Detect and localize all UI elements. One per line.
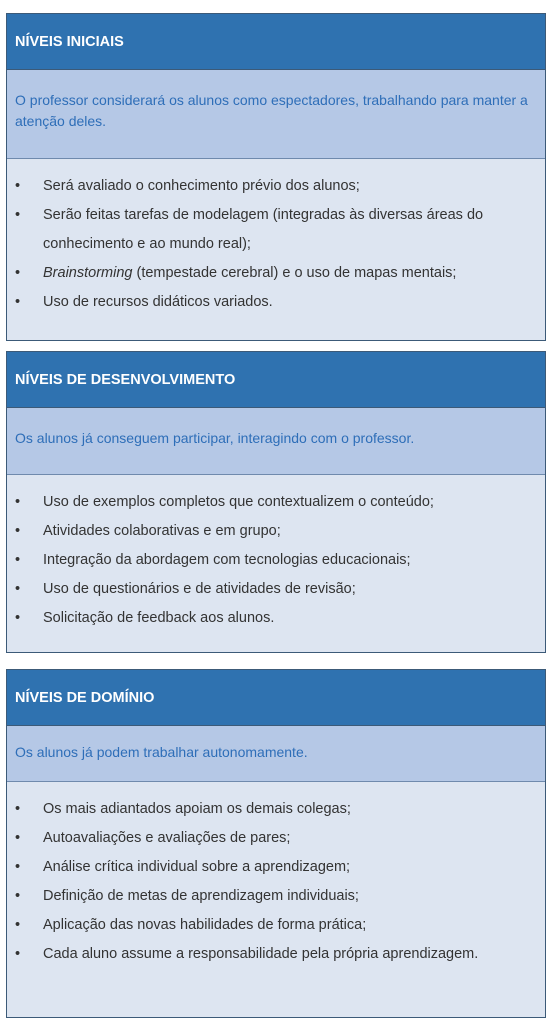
list-item: [15, 882, 537, 911]
section-title: NÍVEIS DE DESENVOLVIMENTO: [7, 352, 545, 408]
bullet-icon: •: [15, 888, 21, 904]
list-item-text: Aplicação das novas habilidades de forma prática;: [43, 917, 367, 933]
list-item: [15, 172, 537, 201]
bullet-icon: •: [15, 917, 21, 933]
bullet-icon: •: [15, 581, 21, 597]
bullet-icon: •: [15, 610, 21, 626]
activity-list: [7, 782, 545, 969]
section-intro: Os alunos já podem trabalhar autonomamente.: [7, 726, 545, 782]
bullet-icon: •: [15, 207, 21, 223]
bullet-icon: •: [15, 801, 21, 817]
list-item: [15, 795, 537, 824]
list-item-text: Será avaliado o conhecimento prévio dos alunos;: [43, 178, 360, 194]
list-item-text: Uso de exemplos completos que contextualizem o conteúdo;: [43, 494, 434, 510]
list-item: [15, 259, 537, 288]
list-item: [15, 546, 537, 575]
list-item-text: Análise crítica individual sobre a aprendizagem;: [43, 859, 351, 875]
list-item: [15, 604, 537, 633]
list-item-text: (tempestade cerebral) e o uso de mapas mentais;: [136, 265, 457, 281]
list-item: [15, 288, 537, 317]
activity-list: [7, 475, 545, 633]
section-intro: Os alunos já conseguem participar, interagindo com o professor.: [7, 408, 545, 475]
list-item-text: Serão feitas tarefas de modelagem (integradas às diversas áreas do conhecimento e ao mundo real);: [43, 207, 484, 252]
list-item: [15, 911, 537, 940]
bullet-icon: •: [15, 946, 21, 962]
bullet-icon: •: [15, 552, 21, 568]
section-title: NÍVEIS INICIAIS: [7, 14, 545, 70]
bullet-icon: •: [15, 859, 21, 875]
bullet-icon: •: [15, 830, 21, 846]
list-item-text: Uso de questionários e de atividades de revisão;: [43, 581, 356, 597]
list-item: [15, 575, 537, 604]
list-item-text: Solicitação de feedback aos alunos.: [43, 610, 275, 626]
list-item: [15, 940, 537, 969]
section-niveis-desenvolvimento: [6, 351, 546, 653]
section-niveis-iniciais: [6, 13, 546, 341]
list-item: [15, 824, 537, 853]
bullet-icon: •: [15, 523, 21, 539]
list-item-text: Os mais adiantados apoiam os demais colegas;: [43, 801, 351, 817]
bullet-icon: •: [15, 494, 21, 510]
section-niveis-dominio: [6, 669, 546, 1018]
bullet-icon: •: [15, 294, 21, 310]
list-item-text: Integração da abordagem com tecnologias educacionais;: [43, 552, 411, 568]
list-item: [15, 517, 537, 546]
list-item: [15, 201, 537, 259]
list-item-text: Cada aluno assume a responsabilidade pela própria aprendizagem.: [43, 946, 479, 962]
bullet-icon: •: [15, 265, 21, 281]
list-item-text: Atividades colaborativas e em grupo;: [43, 523, 281, 539]
list-item-text: Definição de metas de aprendizagem individuais;: [43, 888, 359, 904]
list-item-emphasis: Brainstorming: [43, 265, 133, 281]
bullet-icon: •: [15, 178, 21, 194]
list-item-text: Uso de recursos didáticos variados.: [43, 294, 273, 310]
section-title: NÍVEIS DE DOMÍNIO: [7, 670, 545, 726]
section-intro: O professor considerará os alunos como espectadores, trabalhando para manter a atenção deles.: [7, 70, 545, 159]
list-item: [15, 488, 537, 517]
activity-list: [7, 159, 545, 317]
list-item: [15, 853, 537, 882]
list-item-text: Autoavaliações e avaliações de pares;: [43, 830, 291, 846]
